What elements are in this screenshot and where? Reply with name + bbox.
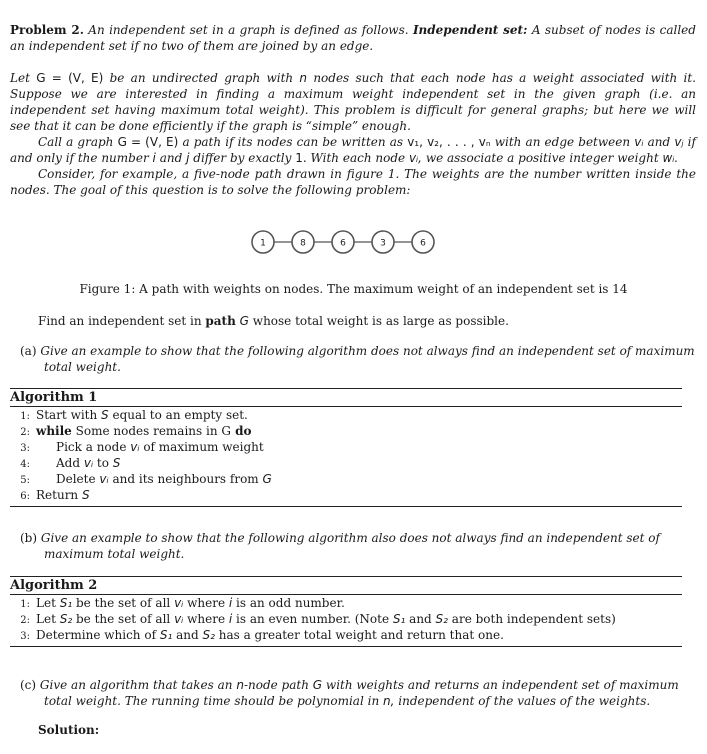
line-text: do <box>230 424 252 438</box>
part-c-text: independent of the values of the weights. <box>398 694 651 708</box>
line-text: are both independent sets) <box>447 612 616 626</box>
line-text: and <box>172 628 203 642</box>
p2-vi: vᵢ, <box>408 151 422 165</box>
problem-title: Problem 2. <box>10 23 84 37</box>
algorithm-1-body <box>10 407 682 503</box>
line-text: Let <box>36 596 60 610</box>
line-text: be the set of all <box>72 596 175 610</box>
line-text: vᵢ <box>83 456 94 470</box>
part-b-label: (b) <box>20 531 38 545</box>
line-text: S₁ <box>392 612 406 626</box>
p2-text: with an edge between <box>494 135 631 149</box>
problem-intro <box>10 22 696 54</box>
line-text: Let <box>36 612 60 626</box>
algorithm-1-title: Algorithm 1 <box>10 390 98 405</box>
p2-j: j <box>186 151 190 165</box>
line-text: Return <box>36 488 82 502</box>
part-b-text: Give an example to show that the following algorithm also does not always find an independent set of maximum total weight. <box>40 531 660 561</box>
line-text: G <box>262 472 272 486</box>
paragraph-1 <box>10 70 696 134</box>
line-text: S₂ <box>202 628 215 642</box>
line-text: S <box>81 488 90 502</box>
algorithm-2 <box>10 576 682 647</box>
algorithm-line <box>10 439 682 455</box>
line-text: i <box>228 612 233 626</box>
part-c-n: n, <box>383 694 395 708</box>
graph-node-weight: 1 <box>260 238 266 249</box>
paragraph-2 <box>10 134 696 166</box>
part-c-text: Give an algorithm that takes an <box>39 678 233 692</box>
line-text: Determine which of <box>36 628 160 642</box>
p2-text: a path if its nodes can be written as <box>182 135 404 149</box>
p2-text: and <box>159 151 183 165</box>
intro-text-2: in a graph is defined as follows. <box>212 23 409 37</box>
graph-node-weight: 6 <box>420 238 426 249</box>
line-text: vᵢ <box>99 472 109 486</box>
p1-text: be an undirected graph with <box>109 71 294 85</box>
task-G: G <box>239 314 249 328</box>
task-statement <box>38 313 678 329</box>
path-graph-figure <box>0 224 707 262</box>
algorithm-line <box>10 455 682 471</box>
p1-graph-def: G = (V, E) <box>36 71 104 85</box>
line-text: S₂ <box>59 612 73 626</box>
algorithm-line <box>10 487 682 503</box>
line-text: G <box>221 424 231 438</box>
line-text: S <box>112 456 121 470</box>
p1-n: n <box>299 71 308 85</box>
task-text: Find an independent set in <box>38 314 202 328</box>
line-text: is an even number. (Note <box>232 612 393 626</box>
p2-text: and <box>647 135 671 149</box>
line-text: Start with <box>36 408 102 422</box>
part-a-label: (a) <box>20 344 37 358</box>
line-text: to <box>93 456 113 470</box>
line-text: vᵢ <box>174 612 184 626</box>
p2-text: we associate a positive integer weight <box>425 151 659 165</box>
part-c-text: with weights and returns an independent set of maximum total weight. The running time should be polynomial in <box>44 678 679 708</box>
line-text: Add <box>56 456 84 470</box>
line-number: 6: <box>20 491 30 502</box>
line-number: 3: <box>20 631 30 642</box>
line-text: Pick a node <box>56 440 131 454</box>
p2-text: if and only if the number <box>10 135 696 165</box>
line-text: equal to an empty set. <box>108 408 248 422</box>
p2-one: 1. <box>295 151 307 165</box>
line-text: S <box>101 408 109 422</box>
line-number: 3: <box>20 443 30 454</box>
line-text: where <box>183 596 229 610</box>
part-c-G: G <box>312 678 323 692</box>
part-a-text: Give an example to show that the following algorithm does not always find an independent set of maximum total weight. <box>40 344 695 374</box>
p1-text: nodes such that each node has a weight associated with it. Suppose we are interested in finding a maximum weight independent set in the given graph (i.e. an independent set having maximum total weight). This problem is difficult for general graphs; but here we will see that it can be done efficiently if the graph is “simple” enough. <box>10 71 696 133</box>
line-text: i <box>228 596 233 610</box>
part-c-text: -node path <box>243 678 309 692</box>
algorithm-2-title: Algorithm 2 <box>10 578 98 593</box>
line-number: 5: <box>20 475 30 486</box>
line-text: S₂ <box>435 612 448 626</box>
intro-text-1: An independent set <box>88 23 208 37</box>
algorithm-line <box>10 407 682 423</box>
independent-set-label: Independent set: <box>412 23 528 37</box>
figure-caption: Figure 1: A path with weights on nodes. The maximum weight of an independent set is 14 <box>79 282 628 296</box>
line-number: 1: <box>20 411 30 422</box>
line-text: and its neighbours from <box>108 472 263 486</box>
algorithm-line <box>10 595 682 611</box>
part-c-label: (c) <box>20 678 37 692</box>
line-text: has a greater total weight and return that one. <box>214 628 504 642</box>
graph-node-weight: 8 <box>300 238 306 249</box>
part-b <box>20 530 706 562</box>
algorithm-line <box>10 471 682 487</box>
p2-vj: vⱼ <box>674 135 684 149</box>
part-c-n: n <box>236 678 244 692</box>
solution-label: Solution: <box>38 723 100 737</box>
line-text: is an odd number. <box>232 596 345 610</box>
algorithm-1 <box>10 388 682 507</box>
p2-i: i <box>152 151 156 165</box>
line-number: 4: <box>20 459 30 470</box>
line-text: of maximum weight <box>139 440 264 454</box>
algorithm-line <box>10 627 682 643</box>
task-text: whose total weight is as large as possible. <box>252 314 509 328</box>
p2-graph-def: G = (V, E) <box>117 135 179 149</box>
p2-wi: wᵢ. <box>662 151 679 165</box>
line-text: where <box>183 612 229 626</box>
graph-node-weight: 3 <box>380 238 386 249</box>
line-text: Delete <box>56 472 100 486</box>
p1-text: Let <box>10 71 30 85</box>
line-number: 2: <box>20 427 30 438</box>
paragraph-3 <box>10 166 696 198</box>
part-c <box>20 677 706 709</box>
intro-text-3: A subset of nodes is called an independent set if no two of them are joined by an edge. <box>10 23 696 53</box>
line-text: S₁ <box>159 628 173 642</box>
p2-text: differ by exactly <box>193 151 292 165</box>
algorithm-2-body <box>10 595 682 643</box>
line-number: 1: <box>20 599 30 610</box>
p2-vi: vᵢ <box>634 135 644 149</box>
graph-node-weight: 6 <box>340 238 346 249</box>
line-text: Some nodes remains in <box>71 424 222 438</box>
task-path: path <box>205 314 236 328</box>
line-text: S₁ <box>59 596 73 610</box>
line-text: while <box>36 424 72 438</box>
algorithm-line <box>10 423 682 439</box>
p2-text: With each node <box>310 151 406 165</box>
line-text: be the set of all <box>72 612 175 626</box>
algorithm-line <box>10 611 682 627</box>
line-number: 2: <box>20 615 30 626</box>
part-a <box>20 343 706 375</box>
line-text: and <box>405 612 436 626</box>
p3-text: Consider, for example, a five-node path drawn in figure 1. The weights are the number written inside the nodes. The goal of this question is to solve the following problem: <box>10 167 696 197</box>
line-text: vᵢ <box>174 596 184 610</box>
p2-vertex-seq: v₁, v₂, . . . , vₙ <box>407 135 491 149</box>
line-text: vᵢ <box>130 440 140 454</box>
p2-text: Call a graph <box>38 135 114 149</box>
